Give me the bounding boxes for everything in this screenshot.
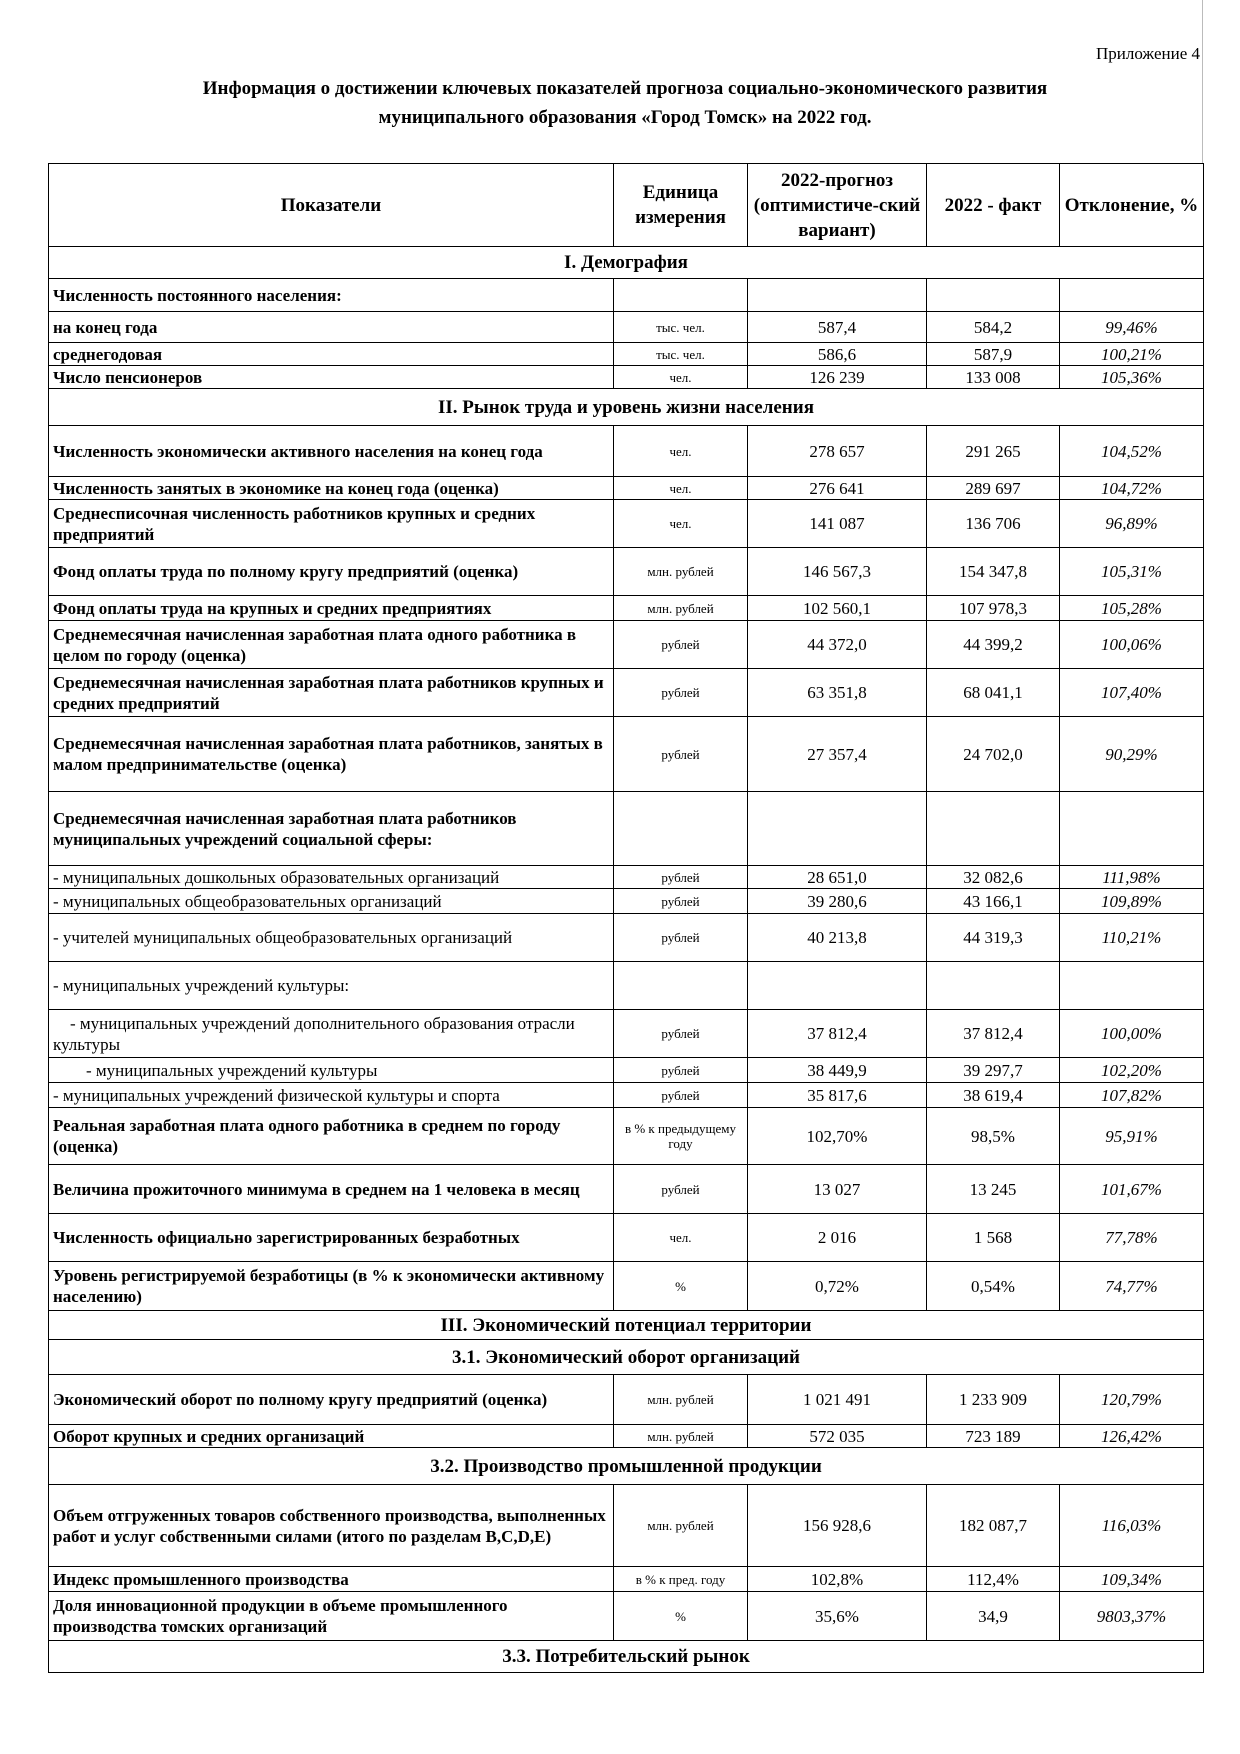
table-row xyxy=(49,962,1204,1010)
table-row xyxy=(49,717,1204,792)
fact-value: 136 706 xyxy=(927,500,1060,548)
forecast-value: 102,70% xyxy=(748,1108,927,1165)
indicator-name: - учителей муниципальных общеобразовательных организаций xyxy=(49,914,614,962)
indicator-name: Численность постоянного населения: xyxy=(49,279,614,312)
indicator-name: Фонд оплаты труда на крупных и средних предприятиях xyxy=(49,596,614,621)
forecast-value: 276 641 xyxy=(748,477,927,500)
forecast-value: 40 213,8 xyxy=(748,914,927,962)
table-row xyxy=(49,1165,1204,1214)
table-row xyxy=(49,889,1204,914)
page-edge-line xyxy=(1202,0,1203,163)
indicator-name: Оборот крупных и средних организаций xyxy=(49,1425,614,1448)
indicator-name: Среднемесячная начисленная заработная плата работников муниципальных учреждений социальной сферы: xyxy=(49,792,614,866)
table-row xyxy=(49,548,1204,596)
unit-cell: рублей xyxy=(614,1058,748,1083)
fact-value: 32 082,6 xyxy=(927,866,1060,889)
fact-value: 723 189 xyxy=(927,1425,1060,1448)
unit-cell: тыс. чел. xyxy=(614,343,748,366)
table-row xyxy=(49,866,1204,889)
fact-value: 107 978,3 xyxy=(927,596,1060,621)
unit-cell: в % к предыдущему году xyxy=(614,1108,748,1165)
unit-cell xyxy=(614,962,748,1010)
indicator-name: Индекс промышленного производства xyxy=(49,1567,614,1592)
forecast-value: 1 021 491 xyxy=(748,1375,927,1425)
deviation-value: 109,34% xyxy=(1060,1567,1204,1592)
forecast-value: 37 812,4 xyxy=(748,1010,927,1058)
fact-value xyxy=(927,962,1060,1010)
deviation-value: 100,21% xyxy=(1060,343,1204,366)
indicator-name: - муниципальных учреждений дополнительного образования отрасли культуры xyxy=(49,1010,614,1058)
fact-value: 133 008 xyxy=(927,366,1060,389)
table-row xyxy=(49,1567,1204,1592)
section-row xyxy=(49,1340,1204,1375)
fact-value: 24 702,0 xyxy=(927,717,1060,792)
forecast-value: 27 357,4 xyxy=(748,717,927,792)
unit-cell: млн. рублей xyxy=(614,1375,748,1425)
fact-value xyxy=(927,279,1060,312)
indicator-name: Доля инновационной продукции в объеме промышленного производства томских организаций xyxy=(49,1592,614,1641)
section-row xyxy=(49,1448,1204,1485)
forecast-value: 39 280,6 xyxy=(748,889,927,914)
table-row xyxy=(49,1010,1204,1058)
fact-value: 44 399,2 xyxy=(927,621,1060,669)
deviation-value: 105,36% xyxy=(1060,366,1204,389)
header-fact: 2022 - факт xyxy=(927,164,1060,247)
indicators-table xyxy=(48,163,1204,1673)
section-title: I. Демография xyxy=(49,247,1204,279)
deviation-value: 102,20% xyxy=(1060,1058,1204,1083)
appendix-label: Приложение 4 xyxy=(1096,44,1200,63)
fact-value: 68 041,1 xyxy=(927,669,1060,717)
fact-value xyxy=(927,792,1060,866)
indicator-name: Численность занятых в экономике на конец года (оценка) xyxy=(49,477,614,500)
header-indicators: Показатели xyxy=(49,164,614,247)
fact-value: 291 265 xyxy=(927,426,1060,477)
table-row xyxy=(49,1375,1204,1425)
indicator-name: Среднемесячная начисленная заработная плата работников, занятых в малом предпринимательстве (оценка) xyxy=(49,717,614,792)
forecast-value: 126 239 xyxy=(748,366,927,389)
deviation-value xyxy=(1060,279,1204,312)
deviation-value: 101,67% xyxy=(1060,1165,1204,1214)
deviation-value: 9803,37% xyxy=(1060,1592,1204,1641)
unit-cell: чел. xyxy=(614,500,748,548)
forecast-value: 35 817,6 xyxy=(748,1083,927,1108)
indicator-name: Численность официально зарегистрированных безработных xyxy=(49,1214,614,1262)
deviation-value: 96,89% xyxy=(1060,500,1204,548)
unit-cell: млн. рублей xyxy=(614,1485,748,1567)
unit-cell: млн. рублей xyxy=(614,596,748,621)
table-row xyxy=(49,500,1204,548)
fact-value: 13 245 xyxy=(927,1165,1060,1214)
unit-cell: чел. xyxy=(614,366,748,389)
forecast-value: 586,6 xyxy=(748,343,927,366)
deviation-value: 110,21% xyxy=(1060,914,1204,962)
forecast-value: 28 651,0 xyxy=(748,866,927,889)
table-header-row xyxy=(49,164,1204,247)
unit-cell: тыс. чел. xyxy=(614,312,748,343)
forecast-value: 44 372,0 xyxy=(748,621,927,669)
indicator-name: - муниципальных учреждений культуры: xyxy=(49,962,614,1010)
indicator-name: Среднемесячная начисленная заработная плата работников крупных и средних предприятий xyxy=(49,669,614,717)
indicator-name: - муниципальных учреждений культуры xyxy=(49,1058,614,1083)
section-row xyxy=(49,247,1204,279)
forecast-value: 141 087 xyxy=(748,500,927,548)
fact-value: 587,9 xyxy=(927,343,1060,366)
unit-cell: млн. рублей xyxy=(614,1425,748,1448)
indicator-name: Число пенсионеров xyxy=(49,366,614,389)
unit-cell: рублей xyxy=(614,914,748,962)
table-row xyxy=(49,279,1204,312)
indicator-name: - муниципальных дошкольных образовательных организаций xyxy=(49,866,614,889)
forecast-value xyxy=(748,962,927,1010)
deviation-value: 95,91% xyxy=(1060,1108,1204,1165)
unit-cell: рублей xyxy=(614,669,748,717)
unit-cell: рублей xyxy=(614,866,748,889)
forecast-value: 587,4 xyxy=(748,312,927,343)
table-row xyxy=(49,1058,1204,1083)
indicator-name: Среднесписочная численность работников крупных и средних предприятий xyxy=(49,500,614,548)
indicator-name: среднегодовая xyxy=(49,343,614,366)
fact-value: 37 812,4 xyxy=(927,1010,1060,1058)
table-row xyxy=(49,1485,1204,1567)
fact-value: 182 087,7 xyxy=(927,1485,1060,1567)
deviation-value: 104,52% xyxy=(1060,426,1204,477)
indicator-name: Величина прожиточного минимума в среднем на 1 человека в месяц xyxy=(49,1165,614,1214)
table-row xyxy=(49,426,1204,477)
deviation-value: 99,46% xyxy=(1060,312,1204,343)
table-row xyxy=(49,792,1204,866)
table-row xyxy=(49,312,1204,343)
section-row xyxy=(49,1311,1204,1340)
deviation-value: 104,72% xyxy=(1060,477,1204,500)
forecast-value: 13 027 xyxy=(748,1165,927,1214)
section-title: II. Рынок труда и уровень жизни населения xyxy=(49,389,1204,426)
section-row xyxy=(49,389,1204,426)
table-row xyxy=(49,1214,1204,1262)
deviation-value: 111,98% xyxy=(1060,866,1204,889)
table-row xyxy=(49,1425,1204,1448)
fact-value: 98,5% xyxy=(927,1108,1060,1165)
fact-value: 584,2 xyxy=(927,312,1060,343)
indicator-name: - муниципальных общеобразовательных организаций xyxy=(49,889,614,914)
unit-cell: рублей xyxy=(614,889,748,914)
table-row xyxy=(49,1108,1204,1165)
document-title xyxy=(48,74,1202,132)
table-row xyxy=(49,343,1204,366)
fact-value: 1 233 909 xyxy=(927,1375,1060,1425)
deviation-value: 74,77% xyxy=(1060,1262,1204,1311)
deviation-value: 100,06% xyxy=(1060,621,1204,669)
header-forecast: 2022-прогноз (оптимистиче-ский вариант) xyxy=(748,164,927,247)
unit-cell: % xyxy=(614,1592,748,1641)
forecast-value: 63 351,8 xyxy=(748,669,927,717)
table-row xyxy=(49,621,1204,669)
unit-cell xyxy=(614,792,748,866)
indicator-name: Среднемесячная начисленная заработная плата одного работника в целом по городу (оценка) xyxy=(49,621,614,669)
deviation-value: 120,79% xyxy=(1060,1375,1204,1425)
section-row xyxy=(49,1641,1204,1673)
fact-value: 43 166,1 xyxy=(927,889,1060,914)
unit-cell: % xyxy=(614,1262,748,1311)
fact-value: 112,4% xyxy=(927,1567,1060,1592)
forecast-value: 102,8% xyxy=(748,1567,927,1592)
deviation-value: 105,31% xyxy=(1060,548,1204,596)
deviation-value: 109,89% xyxy=(1060,889,1204,914)
unit-cell: чел. xyxy=(614,477,748,500)
forecast-value: 38 449,9 xyxy=(748,1058,927,1083)
deviation-value: 116,03% xyxy=(1060,1485,1204,1567)
header-unit: Единица измерения xyxy=(614,164,748,247)
table-row xyxy=(49,366,1204,389)
unit-cell: чел. xyxy=(614,1214,748,1262)
deviation-value: 105,28% xyxy=(1060,596,1204,621)
indicator-name: - муниципальных учреждений физической культуры и спорта xyxy=(49,1083,614,1108)
unit-cell: рублей xyxy=(614,1083,748,1108)
table-row xyxy=(49,914,1204,962)
deviation-value: 107,40% xyxy=(1060,669,1204,717)
header-deviation: Отклонение, % xyxy=(1060,164,1204,247)
table-row xyxy=(49,477,1204,500)
forecast-value: 102 560,1 xyxy=(748,596,927,621)
forecast-value xyxy=(748,279,927,312)
forecast-value: 35,6% xyxy=(748,1592,927,1641)
unit-cell: рублей xyxy=(614,1010,748,1058)
forecast-value: 146 567,3 xyxy=(748,548,927,596)
indicator-name: Численность экономически активного населения на конец года xyxy=(49,426,614,477)
unit-cell: чел. xyxy=(614,426,748,477)
unit-cell: рублей xyxy=(614,1165,748,1214)
fact-value: 289 697 xyxy=(927,477,1060,500)
title-line-2: муниципального образования «Город Томск» на 2022 год. xyxy=(378,107,872,128)
section-title: 3.2. Производство промышленной продукции xyxy=(49,1448,1204,1485)
forecast-value: 156 928,6 xyxy=(748,1485,927,1567)
table-row xyxy=(49,1592,1204,1641)
title-line-1: Информация о достижении ключевых показателей прогноза социально-экономического развития xyxy=(202,78,1048,99)
deviation-value: 77,78% xyxy=(1060,1214,1204,1262)
section-title: 3.1. Экономический оборот организаций xyxy=(49,1340,1204,1375)
unit-cell xyxy=(614,279,748,312)
fact-value: 154 347,8 xyxy=(927,548,1060,596)
section-title: 3.3. Потребительский рынок xyxy=(49,1641,1204,1673)
table-row xyxy=(49,1083,1204,1108)
deviation-value: 126,42% xyxy=(1060,1425,1204,1448)
unit-cell: млн. рублей xyxy=(614,548,748,596)
unit-cell: рублей xyxy=(614,717,748,792)
forecast-value: 572 035 xyxy=(748,1425,927,1448)
fact-value: 38 619,4 xyxy=(927,1083,1060,1108)
forecast-value: 2 016 xyxy=(748,1214,927,1262)
deviation-value xyxy=(1060,792,1204,866)
section-title: III. Экономический потенциал территории xyxy=(49,1311,1204,1340)
fact-value: 44 319,3 xyxy=(927,914,1060,962)
indicator-name: на конец года xyxy=(49,312,614,343)
forecast-value xyxy=(748,792,927,866)
deviation-value: 90,29% xyxy=(1060,717,1204,792)
indicator-name: Фонд оплаты труда по полному кругу предприятий (оценка) xyxy=(49,548,614,596)
unit-cell: рублей xyxy=(614,621,748,669)
fact-value: 34,9 xyxy=(927,1592,1060,1641)
fact-value: 39 297,7 xyxy=(927,1058,1060,1083)
indicator-name: Реальная заработная плата одного работника в среднем по городу (оценка) xyxy=(49,1108,614,1165)
unit-cell: в % к пред. году xyxy=(614,1567,748,1592)
indicator-name: Объем отгруженных товаров собственного производства, выполненных работ и услуг собственными силами (итого по разделам B,C,D,E) xyxy=(49,1485,614,1567)
forecast-value: 0,72% xyxy=(748,1262,927,1311)
fact-value: 0,54% xyxy=(927,1262,1060,1311)
deviation-value: 107,82% xyxy=(1060,1083,1204,1108)
indicator-name: Экономический оборот по полному кругу предприятий (оценка) xyxy=(49,1375,614,1425)
fact-value: 1 568 xyxy=(927,1214,1060,1262)
indicator-name: Уровень регистрируемой безработицы (в % к экономически активному населению) xyxy=(49,1262,614,1311)
table-row xyxy=(49,1262,1204,1311)
forecast-value: 278 657 xyxy=(748,426,927,477)
table-row xyxy=(49,669,1204,717)
deviation-value: 100,00% xyxy=(1060,1010,1204,1058)
table-row xyxy=(49,596,1204,621)
deviation-value xyxy=(1060,962,1204,1010)
